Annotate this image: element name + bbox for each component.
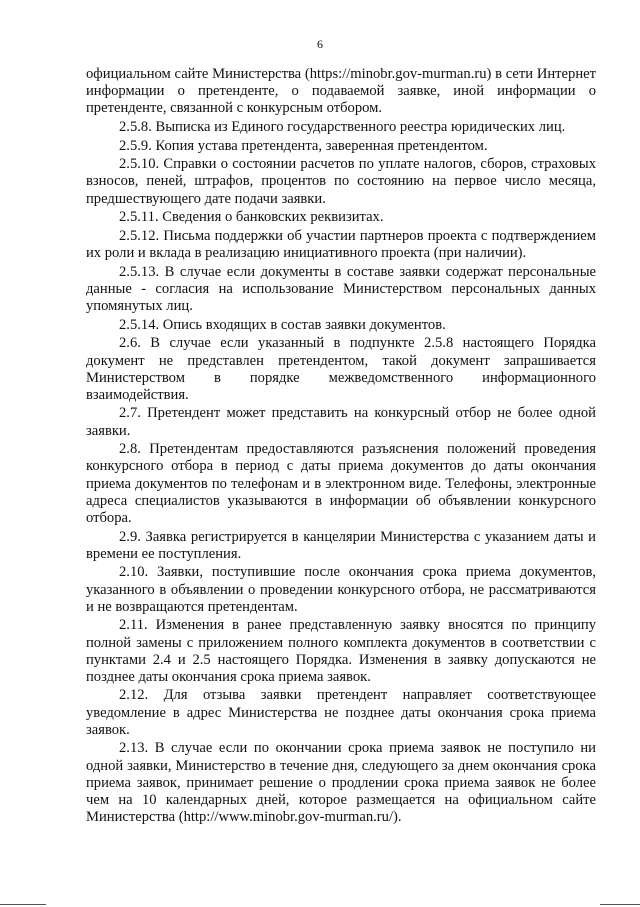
paragraph-continuation: официальном сайте Министерства (https://minobr.gov-murman.ru) в сети Интернет информации о претенденте, о подаваемой заявке, иной информации о претенденте, связанной с конкурсным отбором. — [86, 66, 596, 117]
scan-edge-left — [0, 904, 46, 905]
paragraph-2-7: 2.7. Претендент может представить на конкурсный отбор не более одной заявки. — [86, 405, 596, 439]
paragraph-2-8: 2.8. Претендентам предоставляются разъяснения положений проведения конкурсного отбора в период с даты приема документов до даты окончания приема документов по телефонам и в электронном виде. Телефоны, электронные адреса специалистов указываются в информации об объявлении конкурсного отбора. — [86, 441, 596, 526]
paragraph-2-9: 2.9. Заявка регистрируется в канцелярии Министерства с указанием даты и времени ее поступления. — [86, 528, 596, 562]
paragraph-2-11: 2.11. Изменения в ранее представленную заявку вносятся по принципу полной замены с приложением полного комплекта документов в соответствии с пунктами 2.4 и 2.5 настоящего Порядка. Изменения в заявку допускаются не позднее даты окончания срока приема заявок. — [86, 617, 596, 685]
paragraph-2-5-10: 2.5.10. Справки о состоянии расчетов по уплате налогов, сборов, страховых взносов, пеней, штрафов, процентов по состоянию на первое число месяца, предшествующего дате подачи заявки. — [86, 156, 596, 207]
paragraph-2-5-13: 2.5.13. В случае если документы в составе заявки содержат персональные данные - согласия на использование Министерством персональных данных упомянутых лиц. — [86, 263, 596, 315]
paragraph-2-5-12: 2.5.12. Письма поддержки об участии партнеров проекта с подтверждением их роли и вклада в реализацию инициативного проекта (при наличии). — [86, 227, 596, 262]
paragraph-2-5-9: 2.5.9. Копия устава претендента, заверенная претендентом. — [119, 137, 488, 154]
page-number: 6 — [317, 37, 323, 51]
paragraph-2-5-14: 2.5.14. Опись входящих в состав заявки документов. — [119, 316, 446, 333]
paragraph-2-10: 2.10. Заявки, поступившие после окончания срока приема документов, указанного в объявлении о проведении конкурсного отбора, не рассматриваются и не возвращаются претендентам. — [86, 564, 596, 615]
scan-edge-right — [600, 904, 640, 905]
paragraph-2-12: 2.12. Для отзыва заявки претендент направляет соответствующее уведомление в адрес Министерства не позднее даты окончания срока приема заявок. — [86, 687, 596, 738]
paragraph-2-13: 2.13. В случае если по окончании срока приема заявок не поступило ни одной заявки, Министерство в течение дня, следующего за днем окончания срока приема заявок, принимает решение о продлении срока приема заявок не более чем на 10 календарных дней, которое размещается на официальном сайте Министерства (http://www.minobr.gov-murman.ru/). — [86, 740, 596, 826]
paragraph-2-6: 2.6. В случае если указанный в подпункте 2.5.8 настоящего Порядка документ не представлен претендентом, такой документ запрашивается Министерством в порядке межведомственного информационного взаимодействия. — [86, 335, 596, 403]
paragraph-2-5-8: 2.5.8. Выписка из Единого государственного реестра юридических лиц. — [119, 118, 566, 135]
paragraph-2-5-11: 2.5.11. Сведения о банковских реквизитах. — [119, 209, 384, 226]
document-body — [86, 66, 596, 828]
